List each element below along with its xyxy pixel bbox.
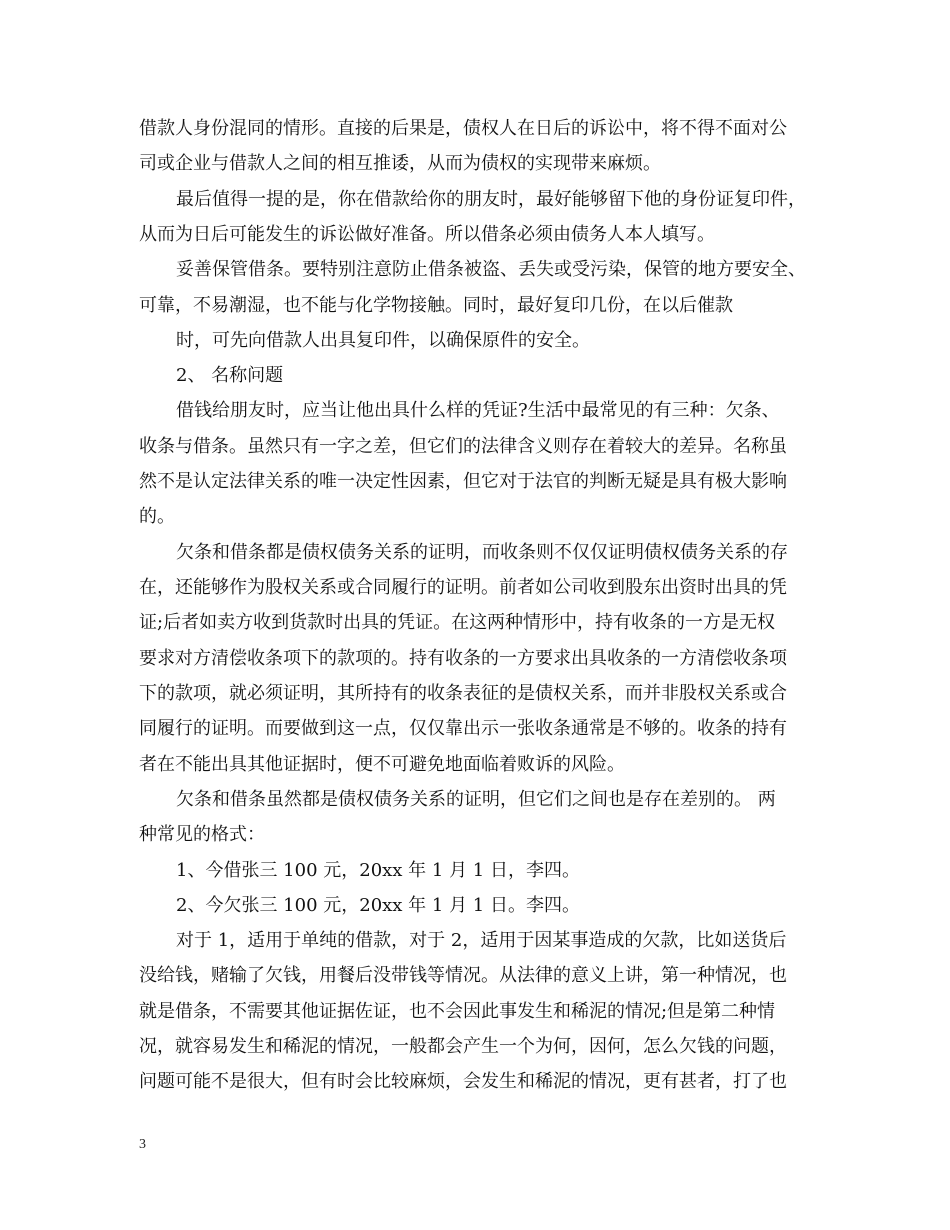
text-line: 欠条和借条都是债权债务关系的证明，而收条则不仅仅证明债权债务关系的存 <box>176 542 788 563</box>
text-line: 欠条和借条虽然都是债权债务关系的证明，但它们之间也是存在差别的。 两 <box>176 789 776 810</box>
text-line: 种常见的格式： <box>139 824 265 845</box>
list-item: 1、今借张三 100 元，20xx 年 1 月 1 日，李四。 <box>176 860 580 881</box>
text-line: 证;后者如卖方收到货款时出具的凭证。在这两种情形中，持有收条的一方是无权 <box>139 612 776 633</box>
text-line: 从而为日后可能发生的诉讼做好准备。所以借条必须由债务人本人填写。 <box>139 224 715 245</box>
list-item: 2、今欠张三 100 元，20xx 年 1 月 1 日。李四。 <box>176 895 580 916</box>
text-line: 下的款项，就必须证明，其所持有的收条表征的是债权关系，而并非股权关系或合 <box>139 683 787 704</box>
text-line: 况，就容易发生和稀泥的情况，一般都会产生一个为何，因何，怎么欠钱的问题， <box>139 1036 787 1057</box>
text-line: 同履行的证明。而要做到这一点，仅仅靠出示一张收条通常是不够的。收条的持有 <box>139 718 787 739</box>
text-line: 要求对方清偿收条项下的款项的。持有收条的一方要求出具收条的一方清偿收条项 <box>139 648 787 669</box>
text-line: 收条与借条。虽然只有一字之差，但它们的法律含义则存在着较大的差异。名称虽 <box>139 436 787 457</box>
text-line: 的。 <box>139 506 175 527</box>
text-line: 时，可先向借款人出具复印件，以确保原件的安全。 <box>176 330 590 351</box>
page-number: 3 <box>139 1137 146 1152</box>
text-line: 没给钱，赌输了欠钱，用餐后没带钱等情况。从法律的意义上讲，第一种情况，也 <box>139 965 787 986</box>
text-line: 可靠，不易潮湿，也不能与化学物接触。同时，最好复印几份，在以后催款 <box>139 295 733 316</box>
text-line: 最后值得一提的是，你在借款给你的朋友时，最好能够留下他的身份证复印件， <box>176 189 806 210</box>
text-line: 问题可能不是很大，但有时会比较麻烦，会发生和稀泥的情况，更有甚者，打了也 <box>139 1071 787 1092</box>
text-line: 者在不能出具其他证据时，便不可避免地面临着败诉的风险。 <box>139 754 625 775</box>
text-line: 对于 1，适用于单纯的借款，对于 2，适用于因某事造成的欠款，比如送货后 <box>176 930 787 951</box>
text-line: 就是借条，不需要其他证据佐证，也不会因此事发生和稀泥的情况;但是第二种情 <box>139 1001 776 1022</box>
text-line: 借款人身份混同的情形。直接的后果是，债权人在日后的诉讼中，将不得不面对公 <box>139 118 787 139</box>
text-line: 妥善保管借条。要特别注意防止借条被盗、丢失或受污染，保管的地方要安全、 <box>176 259 806 280</box>
text-line: 借钱给朋友时，应当让他出具什么样的凭证?生活中最常见的有三种：欠条、 <box>176 400 780 421</box>
text-line: 然不是认定法律关系的唯一决定性因素，但它对于法官的判断无疑是具有极大影响 <box>139 471 787 492</box>
text-line: 司或企业与借款人之间的相互推诿，从而为债权的实现带来麻烦。 <box>139 153 661 174</box>
section-heading: 2、 名称问题 <box>176 365 284 386</box>
text-line: 在，还能够作为股权关系或合同履行的证明。前者如公司收到股东出资时出具的凭 <box>139 577 787 598</box>
